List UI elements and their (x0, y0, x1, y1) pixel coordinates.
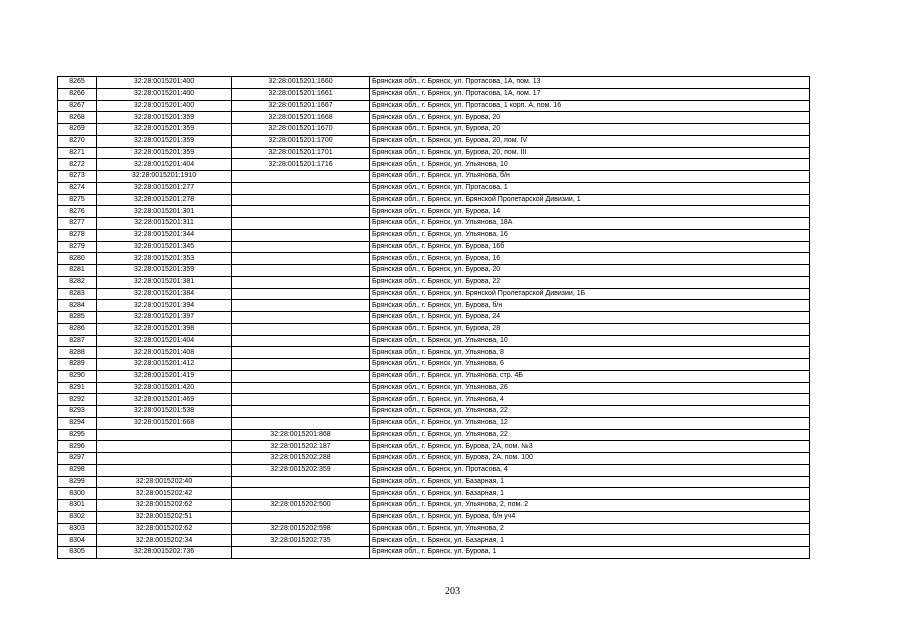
object-number-cell (232, 359, 370, 371)
cadastral-number-cell: 32:28:0015201:359 (97, 112, 232, 124)
table-row (58, 312, 810, 324)
row-number-cell: 8278 (58, 229, 97, 241)
address-cell: Брянская обл., г. Брянск, ул. Протасова, 4 (370, 464, 810, 476)
object-number-cell: 32:28:0015201:1716 (232, 159, 370, 171)
address-cell: Брянская обл., г. Брянск, ул. Бурова, 20, пом. III (370, 147, 810, 159)
cadastral-number-cell: 32:28:0015201:404 (97, 335, 232, 347)
table-row (58, 359, 810, 371)
address-cell: Брянская обл., г. Брянск, ул. Ульянова, б/н (370, 171, 810, 183)
address-cell: Брянская обл., г. Брянск, ул. Бурова, б/н (370, 300, 810, 312)
row-number-cell: 8280 (58, 253, 97, 265)
object-number-cell (232, 511, 370, 523)
object-number-cell (232, 206, 370, 218)
object-number-cell: 32:28:0015201:868 (232, 429, 370, 441)
address-cell: Брянская обл., г. Брянск, ул. Бурова, 16 (370, 253, 810, 265)
address-cell: Брянская обл., г. Брянск, ул. Ульянова, 26 (370, 382, 810, 394)
address-cell: Брянская обл., г. Брянск, ул. Ульянова, 16 (370, 229, 810, 241)
cadastral-number-cell: 32:28:0015202:42 (97, 488, 232, 500)
cadastral-number-cell: 32:28:0015201:398 (97, 323, 232, 335)
row-number-cell: 8300 (58, 488, 97, 500)
address-cell: Брянская обл., г. Брянск, ул. Протасова, 1А, пом. 13 (370, 77, 810, 89)
table-row (58, 382, 810, 394)
cadastral-number-cell: 32:28:0015201:359 (97, 124, 232, 136)
cadastral-number-cell (97, 453, 232, 465)
row-number-cell: 8302 (58, 511, 97, 523)
table-row (58, 394, 810, 406)
cadastral-number-cell: 32:28:0015201:394 (97, 300, 232, 312)
cadastral-number-cell (97, 441, 232, 453)
object-number-cell (232, 241, 370, 253)
address-cell: Брянская обл., г. Брянск, ул. Брянской Пролетарской Дивизии, 1Б (370, 288, 810, 300)
object-number-cell: 32:28:0015202:735 (232, 535, 370, 547)
address-cell: Брянская обл., г. Брянск, ул. Базарная, 1 (370, 488, 810, 500)
table-row (58, 370, 810, 382)
row-number-cell: 8298 (58, 464, 97, 476)
cadastral-number-cell: 32:28:0015201:345 (97, 241, 232, 253)
object-number-cell: 32:28:0015202:598 (232, 523, 370, 535)
address-cell: Брянская обл., г. Брянск, ул. Бурова, 20, пом. IV (370, 135, 810, 147)
object-number-cell (232, 312, 370, 324)
table-row (58, 218, 810, 230)
row-number-cell: 8295 (58, 429, 97, 441)
address-cell: Брянская обл., г. Брянск, ул. Бурова, 20 (370, 124, 810, 136)
address-cell: Брянская обл., г. Брянск, ул. Бурова, 22 (370, 276, 810, 288)
object-number-cell: 32:28:0015202:359 (232, 464, 370, 476)
cadastral-number-cell: 32:28:0015201:1910 (97, 171, 232, 183)
cadastral-number-cell: 32:28:0015201:469 (97, 394, 232, 406)
table-row (58, 488, 810, 500)
row-number-cell: 8283 (58, 288, 97, 300)
row-number-cell: 8270 (58, 135, 97, 147)
cadastral-number-cell: 32:28:0015201:400 (97, 77, 232, 89)
cadastral-number-cell: 32:28:0015201:301 (97, 206, 232, 218)
row-number-cell: 8303 (58, 523, 97, 535)
address-cell: Брянская обл., г. Брянск, ул. Ульянова, 22 (370, 406, 810, 418)
object-number-cell (232, 547, 370, 559)
object-number-cell (232, 253, 370, 265)
cadastral-number-cell (97, 429, 232, 441)
object-number-cell (232, 394, 370, 406)
object-number-cell (232, 323, 370, 335)
row-number-cell: 8293 (58, 406, 97, 418)
table-row (58, 253, 810, 265)
table-row (58, 500, 810, 512)
address-cell: Брянская обл., г. Брянск, ул. Протасова, 1 (370, 182, 810, 194)
object-number-cell (232, 171, 370, 183)
row-number-cell: 8297 (58, 453, 97, 465)
cadastral-number-cell: 32:28:0015201:412 (97, 359, 232, 371)
object-number-cell (232, 194, 370, 206)
table-row (58, 547, 810, 559)
address-cell: Брянская обл., г. Брянск, ул. Бурова, 24 (370, 312, 810, 324)
row-number-cell: 8281 (58, 265, 97, 277)
cadastral-number-cell: 32:28:0015201:668 (97, 417, 232, 429)
cadastral-number-cell: 32:28:0015201:278 (97, 194, 232, 206)
register-table (57, 76, 810, 559)
table-row (58, 535, 810, 547)
address-cell: Брянская обл., г. Брянск, ул. Ульянова, 8 (370, 347, 810, 359)
address-cell: Брянская обл., г. Брянск, ул. Ульянова, 6 (370, 359, 810, 371)
object-number-cell (232, 335, 370, 347)
row-number-cell: 8299 (58, 476, 97, 488)
row-number-cell: 8296 (58, 441, 97, 453)
cadastral-number-cell: 32:28:0015201:408 (97, 347, 232, 359)
cadastral-number-cell: 32:28:0015201:420 (97, 382, 232, 394)
row-number-cell: 8290 (58, 370, 97, 382)
object-number-cell (232, 288, 370, 300)
address-cell: Брянская обл., г. Брянск, ул. Протасова, 1А, пом. 17 (370, 88, 810, 100)
object-number-cell: 32:28:0015202:187 (232, 441, 370, 453)
row-number-cell: 8269 (58, 124, 97, 136)
address-cell: Брянская обл., г. Брянск, ул. Ульянова, 10 (370, 335, 810, 347)
cadastral-number-cell: 32:28:0015201:359 (97, 147, 232, 159)
row-number-cell: 8265 (58, 77, 97, 89)
address-cell: Брянская обл., г. Брянск, ул. Брянской Пролетарской Дивизии, 1 (370, 194, 810, 206)
address-cell: Брянская обл., г. Брянск, ул. Бурова, 1 (370, 547, 810, 559)
row-number-cell: 8287 (58, 335, 97, 347)
table-row (58, 511, 810, 523)
table-row (58, 300, 810, 312)
table-row (58, 288, 810, 300)
cadastral-number-cell: 32:28:0015201:353 (97, 253, 232, 265)
cadastral-number-cell: 32:28:0015202:62 (97, 500, 232, 512)
table-row (58, 77, 810, 89)
object-number-cell (232, 382, 370, 394)
row-number-cell: 8288 (58, 347, 97, 359)
table-row (58, 241, 810, 253)
cadastral-number-cell: 32:28:0015201:419 (97, 370, 232, 382)
address-cell: Брянская обл., г. Брянск, ул. Ульянова, 18А (370, 218, 810, 230)
table-row (58, 206, 810, 218)
object-number-cell: 32:28:0015201:1660 (232, 77, 370, 89)
table-row (58, 182, 810, 194)
table-row (58, 523, 810, 535)
cadastral-number-cell: 32:28:0015201:538 (97, 406, 232, 418)
row-number-cell: 8276 (58, 206, 97, 218)
table-row (58, 100, 810, 112)
cadastral-number-cell: 32:28:0015201:311 (97, 218, 232, 230)
cadastral-number-cell: 32:28:0015202:62 (97, 523, 232, 535)
object-number-cell (232, 347, 370, 359)
table-row (58, 464, 810, 476)
address-cell: Брянская обл., г. Брянск, ул. Протасова, 1 корп. А, пом. 16 (370, 100, 810, 112)
object-number-cell (232, 476, 370, 488)
address-cell: Брянская обл., г. Брянск, ул. Базарная, 1 (370, 535, 810, 547)
address-cell: Брянская обл., г. Брянск, ул. Ульянова, 10 (370, 159, 810, 171)
row-number-cell: 8271 (58, 147, 97, 159)
cadastral-number-cell: 32:28:0015202:736 (97, 547, 232, 559)
cadastral-number-cell: 32:28:0015201:381 (97, 276, 232, 288)
row-number-cell: 8286 (58, 323, 97, 335)
row-number-cell: 8272 (58, 159, 97, 171)
object-number-cell (232, 218, 370, 230)
object-number-cell (232, 229, 370, 241)
cadastral-number-cell: 32:28:0015201:397 (97, 312, 232, 324)
cadastral-number-cell: 32:28:0015202:34 (97, 535, 232, 547)
object-number-cell (232, 488, 370, 500)
address-cell: Брянская обл., г. Брянск, ул. Ульянова, 2 (370, 523, 810, 535)
address-cell: Брянская обл., г. Брянск, ул. Бурова, 28 (370, 323, 810, 335)
row-number-cell: 8294 (58, 417, 97, 429)
object-number-cell: 32:28:0015202:500 (232, 500, 370, 512)
cadastral-number-cell: 32:28:0015201:384 (97, 288, 232, 300)
row-number-cell: 8267 (58, 100, 97, 112)
object-number-cell (232, 417, 370, 429)
address-cell: Брянская обл., г. Брянск, ул. Бурова, 16б (370, 241, 810, 253)
address-cell: Брянская обл., г. Брянск, ул. Базарная, 1 (370, 476, 810, 488)
address-cell: Брянская обл., г. Брянск, ул. Ульянова, 12 (370, 417, 810, 429)
address-cell: Брянская обл., г. Брянск, ул. Бурова, б/н уч4 (370, 511, 810, 523)
cadastral-number-cell: 32:28:0015201:359 (97, 265, 232, 277)
object-number-cell: 32:28:0015201:1667 (232, 100, 370, 112)
address-cell: Брянская обл., г. Брянск, ул. Ульянова, стр. 4Б (370, 370, 810, 382)
cadastral-number-cell: 32:28:0015201:344 (97, 229, 232, 241)
table-row (58, 229, 810, 241)
table-row (58, 453, 810, 465)
table-row (58, 112, 810, 124)
table-row (58, 265, 810, 277)
address-cell: Брянская обл., г. Брянск, ул. Бурова, 14 (370, 206, 810, 218)
row-number-cell: 8291 (58, 382, 97, 394)
row-number-cell: 8304 (58, 535, 97, 547)
row-number-cell: 8289 (58, 359, 97, 371)
table-row (58, 476, 810, 488)
table-row (58, 417, 810, 429)
row-number-cell: 8279 (58, 241, 97, 253)
cadastral-number-cell: 32:28:0015202:40 (97, 476, 232, 488)
object-number-cell (232, 276, 370, 288)
address-cell: Брянская обл., г. Брянск, ул. Бурова, 20 (370, 265, 810, 277)
cadastral-number-cell: 32:28:0015201:400 (97, 88, 232, 100)
cadastral-number-cell: 32:28:0015201:277 (97, 182, 232, 194)
row-number-cell: 8285 (58, 312, 97, 324)
table-row (58, 135, 810, 147)
cadastral-number-cell: 32:28:0015201:359 (97, 135, 232, 147)
address-cell: Брянская обл., г. Брянск, ул. Бурова, 2А, пом. 100 (370, 453, 810, 465)
table-row (58, 335, 810, 347)
page-number: 203 (445, 586, 460, 597)
address-cell: Брянская обл., г. Брянск, ул. Ульянова, 22 (370, 429, 810, 441)
row-number-cell: 8266 (58, 88, 97, 100)
address-cell: Брянская обл., г. Брянск, ул. Бурова, 2А, пом. №3 (370, 441, 810, 453)
row-number-cell: 8268 (58, 112, 97, 124)
object-number-cell (232, 182, 370, 194)
table-row (58, 159, 810, 171)
row-number-cell: 8282 (58, 276, 97, 288)
object-number-cell: 32:28:0015201:1661 (232, 88, 370, 100)
table-row (58, 88, 810, 100)
register-table-body (58, 77, 810, 559)
object-number-cell: 32:28:0015201:1701 (232, 147, 370, 159)
row-number-cell: 8275 (58, 194, 97, 206)
object-number-cell (232, 406, 370, 418)
object-number-cell (232, 300, 370, 312)
table-row (58, 441, 810, 453)
cadastral-number-cell: 32:28:0015201:404 (97, 159, 232, 171)
table-row (58, 194, 810, 206)
table-row (58, 171, 810, 183)
table-row (58, 124, 810, 136)
row-number-cell: 8277 (58, 218, 97, 230)
row-number-cell: 8292 (58, 394, 97, 406)
row-number-cell: 8305 (58, 547, 97, 559)
address-cell: Брянская обл., г. Брянск, ул. Ульянова, 2, пом. 2 (370, 500, 810, 512)
cadastral-number-cell: 32:28:0015202:51 (97, 511, 232, 523)
table-row (58, 147, 810, 159)
row-number-cell: 8301 (58, 500, 97, 512)
object-number-cell: 32:28:0015201:1670 (232, 124, 370, 136)
table-row (58, 347, 810, 359)
row-number-cell: 8284 (58, 300, 97, 312)
table-row (58, 276, 810, 288)
object-number-cell (232, 370, 370, 382)
address-cell: Брянская обл., г. Брянск, ул. Бурова, 20 (370, 112, 810, 124)
object-number-cell: 32:28:0015201:1700 (232, 135, 370, 147)
row-number-cell: 8273 (58, 171, 97, 183)
object-number-cell: 32:28:0015201:1668 (232, 112, 370, 124)
row-number-cell: 8274 (58, 182, 97, 194)
object-number-cell (232, 265, 370, 277)
cadastral-number-cell (97, 464, 232, 476)
address-cell: Брянская обл., г. Брянск, ул. Ульянова, 4 (370, 394, 810, 406)
object-number-cell: 32:28:0015202:288 (232, 453, 370, 465)
table-row (58, 429, 810, 441)
cadastral-number-cell: 32:28:0015201:400 (97, 100, 232, 112)
table-row (58, 406, 810, 418)
table-row (58, 323, 810, 335)
